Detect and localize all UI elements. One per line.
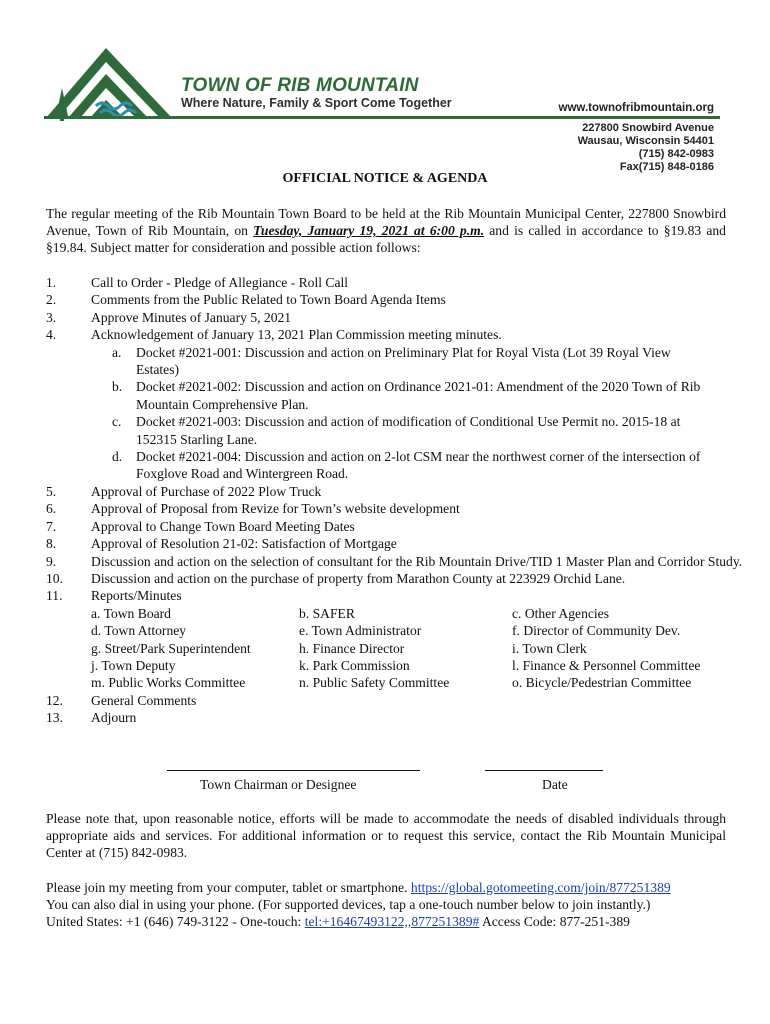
agenda-item <box>46 553 746 570</box>
meeting-join-info <box>46 879 746 930</box>
agenda-item <box>46 274 746 291</box>
agenda-number: 2. <box>46 292 57 308</box>
website-address: www.townofribmountain.org <box>558 102 714 114</box>
agenda-text: Discussion and action on the purchase of property from Marathon County at 223929 Orchid Lane. <box>91 570 626 586</box>
agenda-number: 1. <box>46 275 57 290</box>
agenda-item <box>46 500 746 517</box>
subitem-letter: b. <box>112 379 123 395</box>
agenda-number: 7. <box>46 518 57 534</box>
agenda-text: Approval to Change Town Board Meeting Dates <box>91 518 355 534</box>
agenda-subitem <box>46 448 746 483</box>
agenda-item <box>46 709 746 726</box>
agenda-item <box>46 291 746 308</box>
agenda-text: Adjourn <box>91 710 137 726</box>
report-entry: b. SAFER <box>299 605 355 621</box>
report-entry: l. Finance & Personnel Committee <box>512 657 701 673</box>
report-entry: e. Town Administrator <box>299 623 422 639</box>
intro-paragraph <box>46 205 726 256</box>
join-line-2: You can also dial in using your phone. (For supported devices, tap a one-touch number below to join instantly.) <box>46 897 651 912</box>
subitem-text: Docket #2021-004: Discussion and action on 2-lot CSM near the northwest corner of the intersection of Foxglove Road and Wintergreen Road. <box>136 449 701 482</box>
document-title: OFFICIAL NOTICE & AGENDA <box>282 171 488 186</box>
join-text: Please join my meeting from your computer, tablet or smartphone. <box>46 880 411 895</box>
tel-link[interactable]: tel:+16467493122,,877251389# <box>304 914 480 929</box>
agenda-text: Approval of Proposal from Revize for Town’s website development <box>91 501 460 517</box>
report-entry: k. Park Commission <box>299 657 410 673</box>
report-entry: d. Town Attorney <box>91 623 187 639</box>
subitem-text: Docket #2021-003: Discussion and action of modification of Conditional Use Permit no. 2015-18 at 152315 Starling Lane. <box>136 414 681 447</box>
subitem-text: Docket #2021-001: Discussion and action on Preliminary Plat for Royal Vista (Lot 39 Royal View Estates) <box>136 344 671 378</box>
subitem-letter: d. <box>112 449 123 465</box>
agenda-text: Acknowledgement of January 13, 2021 Plan Commission meeting minutes. <box>91 327 502 343</box>
report-entry: c. Other Agencies <box>512 605 610 621</box>
join-line-1 <box>46 879 746 896</box>
report-entry: o. Bicycle/Pedestrian Committee <box>512 675 692 691</box>
agenda-number: 10. <box>46 570 63 586</box>
agenda-number: 4. <box>46 327 57 343</box>
agenda-item <box>46 535 746 552</box>
meeting-date: Tuesday, January 19, 2021 at 6:00 p.m. <box>253 223 485 238</box>
agenda-text: General Comments <box>91 692 197 708</box>
report-entry: f. Director of Community Dev. <box>512 623 681 639</box>
mailing-address <box>578 122 714 174</box>
report-entry: n. Public Safety Committee <box>299 675 450 691</box>
meeting-link[interactable]: https://global.gotomeeting.com/join/877251389 <box>410 880 671 895</box>
join-line-3 <box>46 913 746 930</box>
agenda-number: 3. <box>46 309 57 325</box>
reports-grid <box>91 605 746 692</box>
accessibility-notice: Please note that, upon reasonable notice, efforts will be made to accommodate the needs of disabled individuals through appropriate aids and services. For additional information or to request this service, contact the Rib Mountain Municipal Center at (715) 842-0983. <box>46 811 726 860</box>
agenda-item <box>46 518 746 535</box>
agenda-number: 9. <box>46 553 57 569</box>
fax-line: Fax(715) 848-0186 <box>619 161 714 173</box>
agenda-item <box>46 587 746 604</box>
agenda-list <box>46 274 746 727</box>
intro-text-end: and is called in accordance to §19.83 and §19.84. Subject matter for consideration and possible action follows: <box>46 223 726 255</box>
agenda-number: 5. <box>46 483 57 499</box>
org-name: TOWN OF RIB MOUNTAIN <box>181 75 419 96</box>
agenda-number: 11. <box>46 588 63 604</box>
report-entry: m. Public Works Committee <box>91 675 246 691</box>
agenda-item <box>46 309 746 326</box>
agenda-number: 8. <box>46 536 57 552</box>
chairman-signature-line <box>167 770 420 771</box>
date-signature-line <box>485 770 603 771</box>
report-entry: a. Town Board <box>91 605 171 621</box>
report-entry: i. Town Clerk <box>512 640 587 656</box>
agenda-subitem <box>46 378 746 413</box>
address-line: 227800 Snowbird Avenue <box>582 122 714 134</box>
agenda-text: Approve Minutes of January 5, 2021 <box>91 309 292 325</box>
agenda-text: Approval of Purchase of 2022 Plow Truck <box>91 483 322 499</box>
phone-line: (715) 842-0983 <box>638 148 714 160</box>
agenda-text: Approval of Resolution 21-02: Satisfaction of Mortgage <box>91 536 397 552</box>
report-entry: h. Finance Director <box>299 640 405 656</box>
agenda-subitem <box>46 413 746 448</box>
header-divider <box>44 116 720 119</box>
intro-text: The regular meeting of the Rib Mountain Town Board to be held at the Rib Mountain Municipal Center, 227800 Snowbird Avenue, Town of Rib Mountain, on <box>46 206 726 238</box>
agenda-number: 13. <box>46 710 63 726</box>
agenda-item <box>46 692 746 709</box>
agenda-text: Reports/Minutes <box>91 588 182 604</box>
chairman-signature-label: Town Chairman or Designee <box>200 777 357 792</box>
agenda-subitem <box>46 344 746 379</box>
subitem-letter: c. <box>112 414 122 430</box>
agenda-text: Discussion and action on the selection of consultant for the Rib Mountain Drive/TID 1 Master Plan and Corridor Study. <box>91 553 743 569</box>
agenda-item <box>46 570 746 587</box>
subitem-letter: a. <box>112 344 122 360</box>
date-label: Date <box>542 777 568 792</box>
address-line: Wausau, Wisconsin 54401 <box>577 135 714 147</box>
org-tagline: Where Nature, Family & Sport Come Together <box>181 96 452 110</box>
report-entry: j. Town Deputy <box>91 657 176 673</box>
agenda-number: 12. <box>46 692 63 708</box>
access-code: Access Code: 877-251-389 <box>479 914 630 929</box>
agenda-text: Call to Order - Pledge of Allegiance - Roll Call <box>91 275 349 290</box>
subitem-text: Docket #2021-002: Discussion and action on Ordinance 2021-01: Amendment of the 2020 Town of Rib Mountain Comprehensive Plan. <box>136 379 701 412</box>
agenda-item <box>46 326 746 343</box>
report-entry: g. Street/Park Superintendent <box>91 640 251 656</box>
mountain-tree-logo <box>44 44 174 122</box>
agenda-item <box>46 483 746 500</box>
dial-text: United States: +1 (646) 749-3122 - One-touch: <box>46 914 305 929</box>
agenda-text: Comments from the Public Related to Town Board Agenda Items <box>91 292 446 308</box>
agenda-number: 6. <box>46 501 57 517</box>
